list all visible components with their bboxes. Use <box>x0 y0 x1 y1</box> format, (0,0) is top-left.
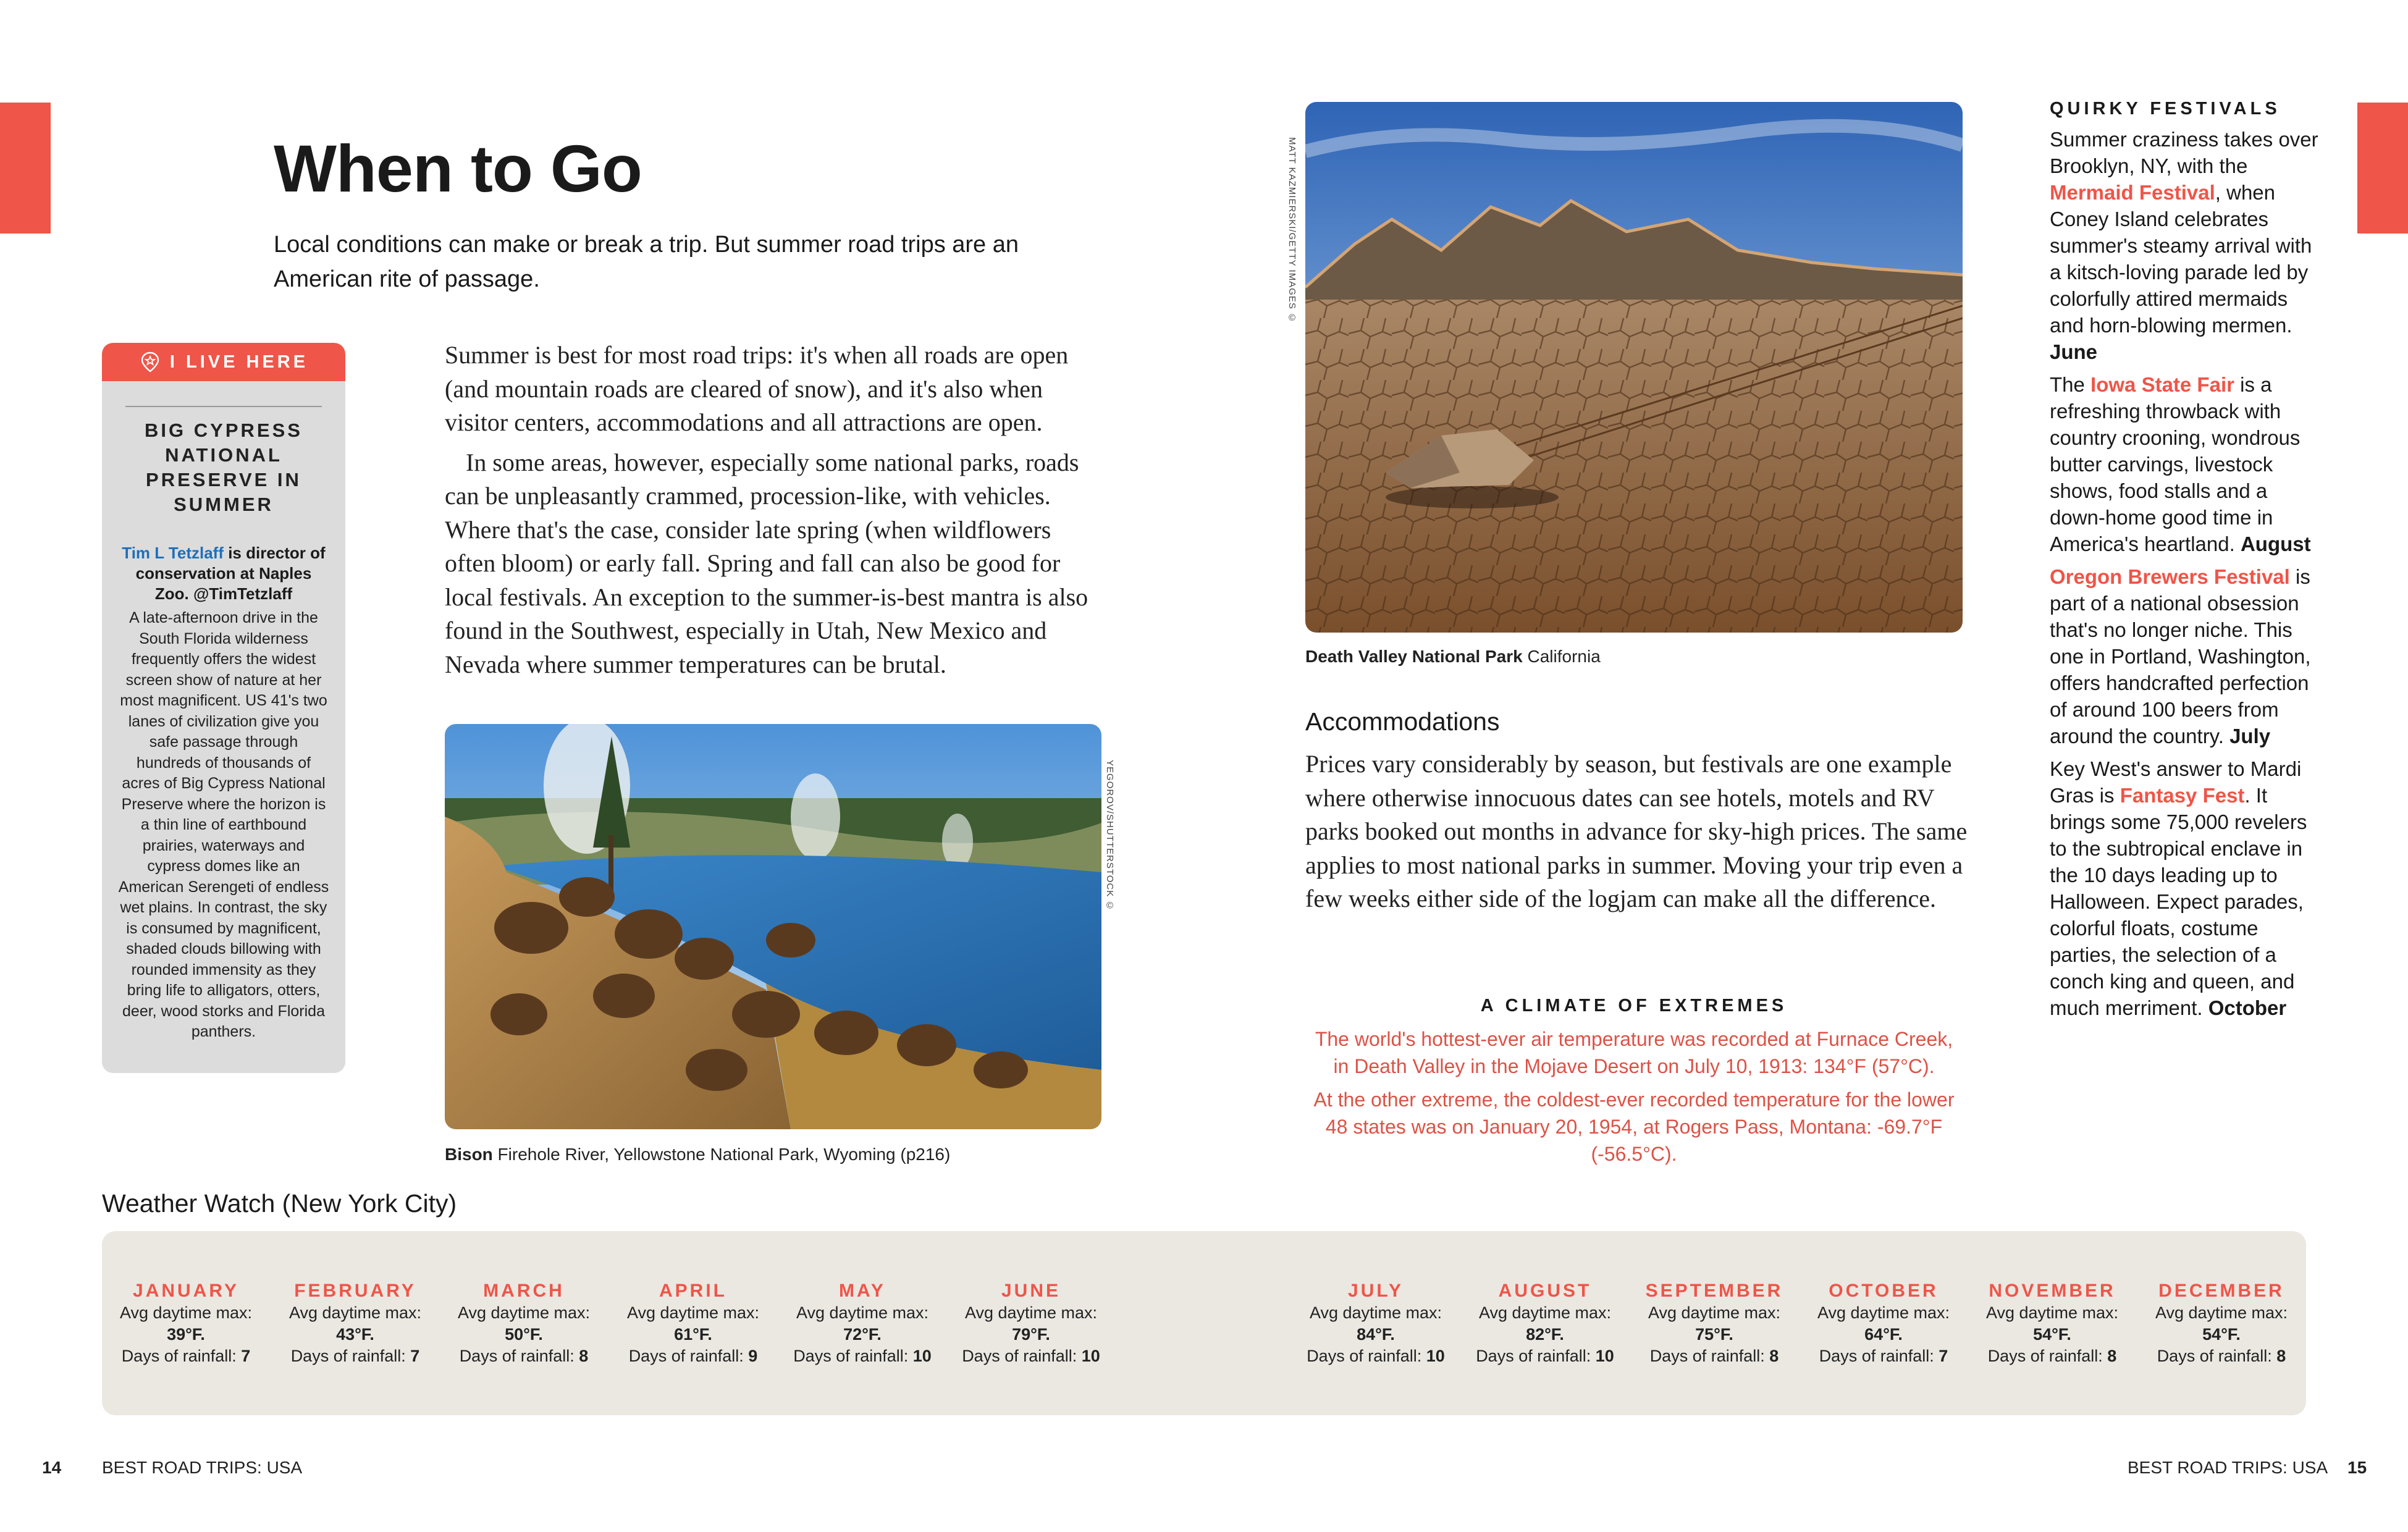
festival-text: The <box>2050 373 2091 396</box>
avg-label: Avg daytime max: <box>626 1303 760 1322</box>
page-title: When to Go <box>274 131 642 206</box>
avg-label: Avg daytime max: <box>1817 1303 1950 1322</box>
rain-label: Days of rainfall: <box>962 1347 1082 1365</box>
weather-month-february <box>271 1280 439 1367</box>
rain-label: Days of rainfall: <box>628 1347 749 1365</box>
rain-value: 7 <box>241 1347 251 1365</box>
avg-label: Avg daytime max: <box>1648 1303 1781 1322</box>
avg-label: Avg daytime max: <box>457 1303 591 1322</box>
caption-bold: Bison <box>445 1145 493 1164</box>
avg-label: Avg daytime max: <box>288 1303 422 1322</box>
death-valley-illustration <box>1305 102 1963 633</box>
avg-label: Avg daytime max: <box>1478 1303 1612 1322</box>
accommodations-heading: Accommodations <box>1305 707 1500 736</box>
weather-month-november <box>1968 1280 2136 1367</box>
weather-month-december <box>2137 1280 2305 1367</box>
death-valley-photo <box>1305 102 1963 633</box>
temp-value: 54°F <box>2202 1325 2236 1344</box>
avg-label: Avg daytime max: <box>964 1303 1098 1322</box>
temp-value: 72°F <box>843 1325 877 1344</box>
rain-value: 8 <box>2276 1347 2286 1365</box>
rain-label: Days of rainfall: <box>290 1347 411 1365</box>
festival-month: July <box>2229 725 2271 747</box>
accommodations-text: Prices vary considerably by season, but festivals are one example where otherwise innocuous dates can see hotels, motels and RV parks booked out months in advance for sky-high prices. The same applies to most national parks in summer. Moving your trip even a few weeks either side of the logjam can make all the difference. <box>1305 750 1968 912</box>
rain-label: Days of rainfall: <box>1307 1347 1426 1365</box>
climate-text-coldest: At the other extreme, the coldest-ever recorded temperature for the lower 48 states was on January 20, 1954, at Rogers Pass, Montana: -69.7°F (-56.5°C). <box>1313 1088 1955 1165</box>
rain-value: 8 <box>1769 1347 1779 1365</box>
page-number-left: 14 <box>42 1458 62 1477</box>
avg-temp: 79°F. <box>1012 1325 1050 1344</box>
temp-value: 54°F <box>2033 1325 2067 1344</box>
festival-fantasy-fest <box>2050 755 2322 1021</box>
month-name: MARCH <box>483 1281 565 1301</box>
divider <box>125 406 322 407</box>
temp-value: 84°F <box>1357 1325 1391 1344</box>
weather-month-june <box>947 1280 1115 1367</box>
festival-name: Iowa State Fair <box>2090 373 2234 396</box>
rain-label: Days of rainfall: <box>1476 1347 1596 1365</box>
page-number-right: 15 <box>2347 1458 2367 1477</box>
rain-value: 10 <box>1595 1347 1614 1365</box>
main-text <box>445 339 1100 681</box>
avg-label: Avg daytime max: <box>1309 1303 1442 1322</box>
avg-temp: 61°F. <box>674 1325 712 1344</box>
weather-month-september <box>1630 1280 1798 1367</box>
temp-value: 43°F <box>336 1325 370 1344</box>
bison-photo <box>445 724 1101 1129</box>
rainfall <box>1461 1345 1629 1367</box>
avg-temp: 43°F. <box>336 1325 374 1344</box>
rainfall <box>2137 1345 2305 1367</box>
avg-temp: 84°F. <box>1357 1325 1395 1344</box>
avg-temp: 82°F. <box>1526 1325 1564 1344</box>
festival-name: Fantasy Fest <box>2120 784 2245 807</box>
avg-temp: 50°F. <box>505 1325 543 1344</box>
running-footer-right: BEST ROAD TRIPS: USA <box>2128 1458 2328 1477</box>
festival-text: Key West's answer to Mardi Gras is <box>2050 757 2302 807</box>
weather-month-january <box>102 1280 270 1367</box>
month-name: SEPTEMBER <box>1645 1281 1783 1301</box>
month-name: OCTOBER <box>1829 1281 1939 1301</box>
festival-name: Oregon Brewers Festival <box>2050 565 2290 588</box>
i-live-here-box <box>102 343 345 1073</box>
bison-illustration <box>445 724 1101 1129</box>
temp-value: 64°F <box>1864 1325 1898 1344</box>
month-name: APRIL <box>659 1281 727 1301</box>
festival-iowa <box>2050 371 2322 557</box>
festival-text: . It brings some 75,000 revelers to the subtropical enclave in the 10 days leading up to Halloween. Expect parades, colorful floats, costume parties, the selection of a conch king and queen, and much merriment. <box>2050 784 2307 1019</box>
rain-value: 7 <box>410 1347 420 1365</box>
avg-label: Avg daytime max: <box>796 1303 929 1322</box>
weather-month-may <box>778 1280 946 1367</box>
weather-month-august <box>1461 1280 1629 1367</box>
avg-temp: 64°F. <box>1864 1325 1903 1344</box>
festival-text: is part of a national obsession that's no longer niche. This one in Portland, Washington, offers handcrafted perfection of around 100 beers from around the country. <box>2050 565 2311 747</box>
temp-value: 61°F <box>674 1325 708 1344</box>
rain-value: 8 <box>579 1347 589 1365</box>
festival-month: June <box>2050 340 2098 363</box>
month-name: JANUARY <box>133 1281 239 1301</box>
i-live-here-author <box>120 543 327 604</box>
rain-value: 7 <box>1939 1347 1948 1365</box>
rainfall <box>440 1345 608 1367</box>
month-name: NOVEMBER <box>1989 1281 2116 1301</box>
caption-rest: California <box>1522 647 1601 666</box>
weather-month-march <box>440 1280 608 1367</box>
month-name: JULY <box>1348 1281 1404 1301</box>
month-name: AUGUST <box>1498 1281 1592 1301</box>
rainfall <box>271 1345 439 1367</box>
festival-text: is a refreshing throwback with country crooning, wondrous butter carvings, livestock shows, food stalls and a down-home good time in America's heartland. <box>2050 373 2301 555</box>
temp-value: 75°F <box>1695 1325 1729 1344</box>
avg-temp: 39°F. <box>167 1325 205 1344</box>
avg-temp: 54°F. <box>2202 1325 2241 1344</box>
bison-photo-credit: YEGOROV/SHUTTERSTOCK © <box>1105 760 1115 912</box>
weather-month-july <box>1292 1280 1460 1367</box>
death-valley-photo-caption <box>1305 647 1601 667</box>
month-name: FEBRUARY <box>294 1281 416 1301</box>
rain-label: Days of rainfall: <box>2157 1347 2277 1365</box>
rain-label: Days of rainfall: <box>793 1347 913 1365</box>
festival-text: , when Coney Island celebrates summer's steamy arrival with a kitsch-loving parade led by colorfully attired mermaids and horn-blowing mermen. <box>2050 181 2312 337</box>
temp-value: 39°F <box>167 1325 201 1344</box>
author-name: Tim L Tetzlaff <box>122 544 224 562</box>
i-live-here-place: BIG CYPRESS NATIONAL PRESERVE IN SUMMER <box>145 419 303 515</box>
rainfall <box>1292 1345 1460 1367</box>
festival-text: Summer craziness takes over Brooklyn, NY, with the <box>2050 128 2318 177</box>
rain-label: Days of rainfall: <box>1649 1347 1770 1365</box>
climate-heading: A CLIMATE OF EXTREMES <box>1480 996 1788 1016</box>
main-paragraph-1: Summer is best for most road trips: it's when all roads are open (and mountain roads are cleared of snow), and it's also when visitor centers, accommodations and all attractions are open. <box>445 341 1069 436</box>
avg-label: Avg daytime max: <box>1985 1303 2119 1322</box>
rainfall <box>778 1345 946 1367</box>
bison-photo-caption <box>445 1145 950 1164</box>
climate-text-hottest: The world's hottest-ever air temperature was recorded at Furnace Creek, in Death Valley in the Mojave Desert on July 10, 1913: 134°F (57°C). <box>1315 1028 1953 1077</box>
month-name: DECEMBER <box>2158 1281 2284 1301</box>
festival-oregon <box>2050 563 2322 749</box>
quirky-festivals-heading: QUIRKY FESTIVALS <box>2050 99 2281 119</box>
rain-value: 10 <box>1081 1347 1100 1365</box>
avg-label: Avg daytime max: <box>2155 1303 2288 1322</box>
rainfall <box>1968 1345 2136 1367</box>
month-name: JUNE <box>1001 1281 1061 1301</box>
intro-text: Local conditions can make or break a trip. But summer road trips are an American rite of passage. <box>274 232 1019 292</box>
caption-rest: Firehole River, Yellowstone National Park, Wyoming (p216) <box>492 1145 951 1164</box>
temp-value: 82°F <box>1526 1325 1560 1344</box>
temp-value: 79°F <box>1012 1325 1046 1344</box>
death-valley-photo-credit: MATT KAZMIERSKI/GETTY IMAGES © <box>1287 137 1297 324</box>
month-name: MAY <box>839 1281 886 1301</box>
rainfall <box>947 1345 1115 1367</box>
avg-temp: 75°F. <box>1695 1325 1733 1344</box>
caption-bold: Death Valley National Park <box>1305 647 1523 666</box>
weather-month-april <box>609 1280 777 1367</box>
festival-month: August <box>2240 532 2311 555</box>
rainfall <box>1630 1345 1798 1367</box>
rain-label: Days of rainfall: <box>1987 1347 2108 1365</box>
i-live-here-body: A late-afternoon drive in the South Florida wilderness frequently offers the widest screen show of nature at her most magnificent. US 41's two lanes of civilization give you safe passage through hundreds of thousands of acres of Big Cypress National Preserve where the horizon is a thin line of earthbound prairies, waterways and cypress domes like an American Serengeti of endless wet plains. In contrast, the sky is consumed by magnificent, shaded clouds billowing with rounded immensity as they bring life to alligators, otters, deer, wood storks and Florida panthers. <box>118 609 329 1040</box>
rain-label: Days of rainfall: <box>121 1347 242 1365</box>
rain-value: 8 <box>2107 1347 2117 1365</box>
left-edge-tab <box>0 103 51 234</box>
location-pin-icon <box>139 351 161 373</box>
quirky-festivals-text <box>2050 126 2322 1027</box>
weather-month-october <box>1800 1280 1968 1367</box>
rain-value: 10 <box>912 1347 932 1365</box>
temp-value: 50°F <box>505 1325 539 1344</box>
rain-label: Days of rainfall: <box>459 1347 579 1365</box>
i-live-here-label: I LIVE HERE <box>169 351 309 372</box>
rain-value: 9 <box>748 1347 758 1365</box>
running-footer-left: BEST ROAD TRIPS: USA <box>102 1458 303 1477</box>
main-paragraph-2: In some areas, however, especially some national parks, roads can be unpleasantly crammed, procession-like, with vehicles. Where that's the case, consider late spring (when wildflowers often bloom) or early fall. Spring and fall can also be good for local festivals. An exception to the summer-is-best mantra is also found in the Southwest, especially in Utah, New Mexico and Nevada where summer temperatures can be brutal. <box>445 448 1088 678</box>
author-role: is director of conservation at Naples Zoo. @TimTetzlaff <box>135 544 326 603</box>
rainfall <box>102 1345 270 1367</box>
i-live-here-header <box>102 343 345 381</box>
weather-watch-heading: Weather Watch (New York City) <box>102 1189 457 1218</box>
festival-mermaid <box>2050 126 2322 365</box>
rainfall <box>1800 1345 1968 1367</box>
festival-name: Mermaid Festival <box>2050 181 2215 204</box>
right-edge-tab <box>2357 103 2408 234</box>
festival-month: October <box>2208 996 2287 1019</box>
rainfall <box>609 1345 777 1367</box>
avg-temp: 72°F. <box>843 1325 882 1344</box>
rain-value: 10 <box>1426 1347 1445 1365</box>
rain-label: Days of rainfall: <box>1819 1347 1939 1365</box>
avg-temp: 54°F. <box>2033 1325 2071 1344</box>
avg-label: Avg daytime max: <box>119 1303 253 1322</box>
